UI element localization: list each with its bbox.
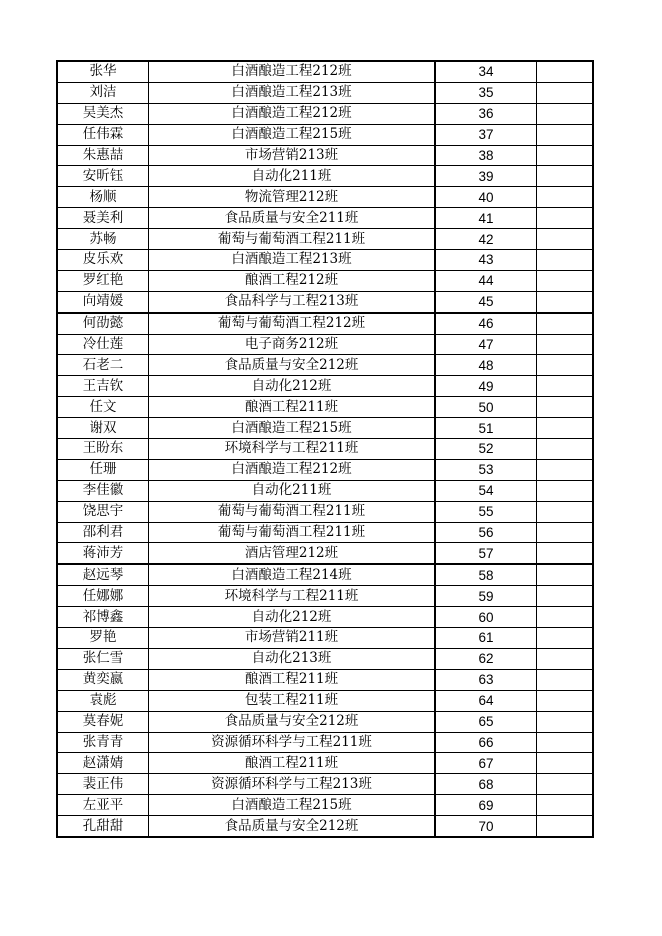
class-name-cell: 白酒酿造工程212班: [149, 459, 436, 480]
blank-cell: [537, 480, 594, 501]
number-cell: 60: [435, 607, 537, 628]
table-row: [57, 732, 593, 753]
number-cell: 36: [435, 103, 537, 124]
class-name-cell: 物流管理212班: [149, 187, 436, 208]
student-name-cell: 张仁雪: [57, 648, 149, 669]
class-name-cell: 环境科学与工程211班: [149, 586, 436, 607]
table-row: [57, 628, 593, 649]
table-row: [57, 648, 593, 669]
class-name-cell: 食品科学与工程213班: [149, 291, 436, 312]
table-row: [57, 166, 593, 187]
blank-cell: [537, 208, 594, 229]
class-name-cell: 资源循环科学与工程211班: [149, 732, 436, 753]
class-name-cell: 自动化212班: [149, 376, 436, 397]
table-row: [57, 459, 593, 480]
student-name-cell: 任伟霖: [57, 124, 149, 145]
blank-cell: [537, 774, 594, 795]
number-cell: 38: [435, 145, 537, 166]
student-name-cell: 王吉钦: [57, 376, 149, 397]
number-cell: 62: [435, 648, 537, 669]
number-cell: 50: [435, 397, 537, 418]
number-cell: 66: [435, 732, 537, 753]
blank-cell: [537, 669, 594, 690]
student-name-cell: 任娜娜: [57, 586, 149, 607]
number-cell: 67: [435, 753, 537, 774]
table-row: [57, 690, 593, 711]
class-name-cell: 包装工程211班: [149, 690, 436, 711]
blank-cell: [537, 543, 594, 564]
table-row: [57, 229, 593, 250]
table-row: [57, 774, 593, 795]
blank-cell: [537, 459, 594, 480]
student-roster-table: [56, 60, 594, 838]
table-row: [57, 501, 593, 522]
blank-cell: [537, 564, 594, 585]
student-name-cell: 冷仕莲: [57, 334, 149, 355]
student-name-cell: 朱惠喆: [57, 145, 149, 166]
number-cell: 49: [435, 376, 537, 397]
number-cell: 63: [435, 669, 537, 690]
number-cell: 55: [435, 501, 537, 522]
class-name-cell: 葡萄与葡萄酒工程211班: [149, 501, 436, 522]
student-name-cell: 蒋沛芳: [57, 543, 149, 564]
table-row: [57, 334, 593, 355]
number-cell: 46: [435, 313, 537, 334]
table-row: [57, 711, 593, 732]
student-name-cell: 安昕钰: [57, 166, 149, 187]
class-name-cell: 白酒酿造工程213班: [149, 250, 436, 271]
table-row: [57, 124, 593, 145]
table-row: [57, 753, 593, 774]
blank-cell: [537, 753, 594, 774]
number-cell: 42: [435, 229, 537, 250]
class-name-cell: 自动化213班: [149, 648, 436, 669]
table-row: [57, 208, 593, 229]
number-cell: 37: [435, 124, 537, 145]
student-name-cell: 刘洁: [57, 82, 149, 103]
table-row: [57, 103, 593, 124]
class-name-cell: 市场营销213班: [149, 145, 436, 166]
blank-cell: [537, 586, 594, 607]
table-row: [57, 376, 593, 397]
student-name-cell: 聂美利: [57, 208, 149, 229]
blank-cell: [537, 124, 594, 145]
student-name-cell: 祁博鑫: [57, 607, 149, 628]
class-name-cell: 白酒酿造工程212班: [149, 103, 436, 124]
blank-cell: [537, 270, 594, 291]
table-row: [57, 145, 593, 166]
student-name-cell: 赵潇婧: [57, 753, 149, 774]
blank-cell: [537, 648, 594, 669]
table-row: [57, 270, 593, 291]
number-cell: 43: [435, 250, 537, 271]
blank-cell: [537, 313, 594, 334]
number-cell: 68: [435, 774, 537, 795]
table-row: [57, 669, 593, 690]
class-name-cell: 白酒酿造工程215班: [149, 418, 436, 439]
class-name-cell: 葡萄与葡萄酒工程211班: [149, 229, 436, 250]
blank-cell: [537, 250, 594, 271]
class-name-cell: 葡萄与葡萄酒工程211班: [149, 522, 436, 543]
number-cell: 59: [435, 586, 537, 607]
student-name-cell: 王盼东: [57, 439, 149, 460]
roster-body: [57, 61, 593, 837]
blank-cell: [537, 607, 594, 628]
number-cell: 69: [435, 795, 537, 816]
student-name-cell: 张华: [57, 61, 149, 82]
table-row: [57, 250, 593, 271]
table-row: [57, 795, 593, 816]
blank-cell: [537, 711, 594, 732]
table-row: [57, 586, 593, 607]
number-cell: 48: [435, 355, 537, 376]
blank-cell: [537, 628, 594, 649]
class-name-cell: 资源循环科学与工程213班: [149, 774, 436, 795]
student-name-cell: 裴正伟: [57, 774, 149, 795]
table-row: [57, 61, 593, 82]
table-row: [57, 816, 593, 837]
blank-cell: [537, 501, 594, 522]
class-name-cell: 酿酒工程212班: [149, 270, 436, 291]
table-row: [57, 82, 593, 103]
number-cell: 61: [435, 628, 537, 649]
number-cell: 70: [435, 816, 537, 837]
class-name-cell: 食品质量与安全211班: [149, 208, 436, 229]
student-name-cell: 李佳徽: [57, 480, 149, 501]
student-name-cell: 杨顺: [57, 187, 149, 208]
blank-cell: [537, 334, 594, 355]
student-name-cell: 袁彪: [57, 690, 149, 711]
table-row: [57, 522, 593, 543]
student-name-cell: 孔甜甜: [57, 816, 149, 837]
student-name-cell: 罗艳: [57, 628, 149, 649]
number-cell: 47: [435, 334, 537, 355]
student-name-cell: 罗红艳: [57, 270, 149, 291]
blank-cell: [537, 397, 594, 418]
class-name-cell: 市场营销211班: [149, 628, 436, 649]
student-name-cell: 谢双: [57, 418, 149, 439]
table-row: [57, 607, 593, 628]
blank-cell: [537, 291, 594, 312]
class-name-cell: 自动化211班: [149, 166, 436, 187]
student-name-cell: 皮乐欢: [57, 250, 149, 271]
student-name-cell: 向靖媛: [57, 291, 149, 312]
student-name-cell: 任珊: [57, 459, 149, 480]
number-cell: 45: [435, 291, 537, 312]
class-name-cell: 酿酒工程211班: [149, 753, 436, 774]
table-row: [57, 313, 593, 334]
number-cell: 57: [435, 543, 537, 564]
class-name-cell: 白酒酿造工程213班: [149, 82, 436, 103]
student-name-cell: 饶思宇: [57, 501, 149, 522]
class-name-cell: 葡萄与葡萄酒工程212班: [149, 313, 436, 334]
blank-cell: [537, 439, 594, 460]
blank-cell: [537, 732, 594, 753]
class-name-cell: 电子商务212班: [149, 334, 436, 355]
blank-cell: [537, 103, 594, 124]
class-name-cell: 白酒酿造工程214班: [149, 564, 436, 585]
blank-cell: [537, 418, 594, 439]
class-name-cell: 酿酒工程211班: [149, 397, 436, 418]
number-cell: 56: [435, 522, 537, 543]
class-name-cell: 食品质量与安全212班: [149, 816, 436, 837]
class-name-cell: 酿酒工程211班: [149, 669, 436, 690]
blank-cell: [537, 229, 594, 250]
number-cell: 52: [435, 439, 537, 460]
student-name-cell: 任文: [57, 397, 149, 418]
student-name-cell: 莫春妮: [57, 711, 149, 732]
class-name-cell: 食品质量与安全212班: [149, 355, 436, 376]
class-name-cell: 食品质量与安全212班: [149, 711, 436, 732]
number-cell: 40: [435, 187, 537, 208]
student-name-cell: 黄奕嬴: [57, 669, 149, 690]
table-row: [57, 418, 593, 439]
number-cell: 53: [435, 459, 537, 480]
number-cell: 58: [435, 564, 537, 585]
blank-cell: [537, 690, 594, 711]
number-cell: 44: [435, 270, 537, 291]
student-name-cell: 张青青: [57, 732, 149, 753]
number-cell: 64: [435, 690, 537, 711]
number-cell: 35: [435, 82, 537, 103]
number-cell: 51: [435, 418, 537, 439]
class-name-cell: 自动化211班: [149, 480, 436, 501]
number-cell: 34: [435, 61, 537, 82]
class-name-cell: 白酒酿造工程215班: [149, 124, 436, 145]
blank-cell: [537, 795, 594, 816]
table-row: [57, 187, 593, 208]
class-name-cell: 酒店管理212班: [149, 543, 436, 564]
number-cell: 39: [435, 166, 537, 187]
class-name-cell: 白酒酿造工程212班: [149, 61, 436, 82]
class-name-cell: 环境科学与工程211班: [149, 439, 436, 460]
blank-cell: [537, 145, 594, 166]
table-row: [57, 355, 593, 376]
student-name-cell: 吴美杰: [57, 103, 149, 124]
student-name-cell: 邵利君: [57, 522, 149, 543]
blank-cell: [537, 816, 594, 837]
student-name-cell: 左亚平: [57, 795, 149, 816]
class-name-cell: 自动化212班: [149, 607, 436, 628]
number-cell: 41: [435, 208, 537, 229]
blank-cell: [537, 522, 594, 543]
blank-cell: [537, 166, 594, 187]
blank-cell: [537, 355, 594, 376]
table-row: [57, 564, 593, 585]
student-name-cell: 何劭懿: [57, 313, 149, 334]
table-row: [57, 543, 593, 564]
blank-cell: [537, 187, 594, 208]
student-name-cell: 石老二: [57, 355, 149, 376]
student-name-cell: 赵远琴: [57, 564, 149, 585]
table-row: [57, 480, 593, 501]
table-row: [57, 397, 593, 418]
student-name-cell: 苏畅: [57, 229, 149, 250]
blank-cell: [537, 61, 594, 82]
table-row: [57, 439, 593, 460]
blank-cell: [537, 376, 594, 397]
number-cell: 65: [435, 711, 537, 732]
blank-cell: [537, 82, 594, 103]
class-name-cell: 白酒酿造工程215班: [149, 795, 436, 816]
table-row: [57, 291, 593, 312]
number-cell: 54: [435, 480, 537, 501]
